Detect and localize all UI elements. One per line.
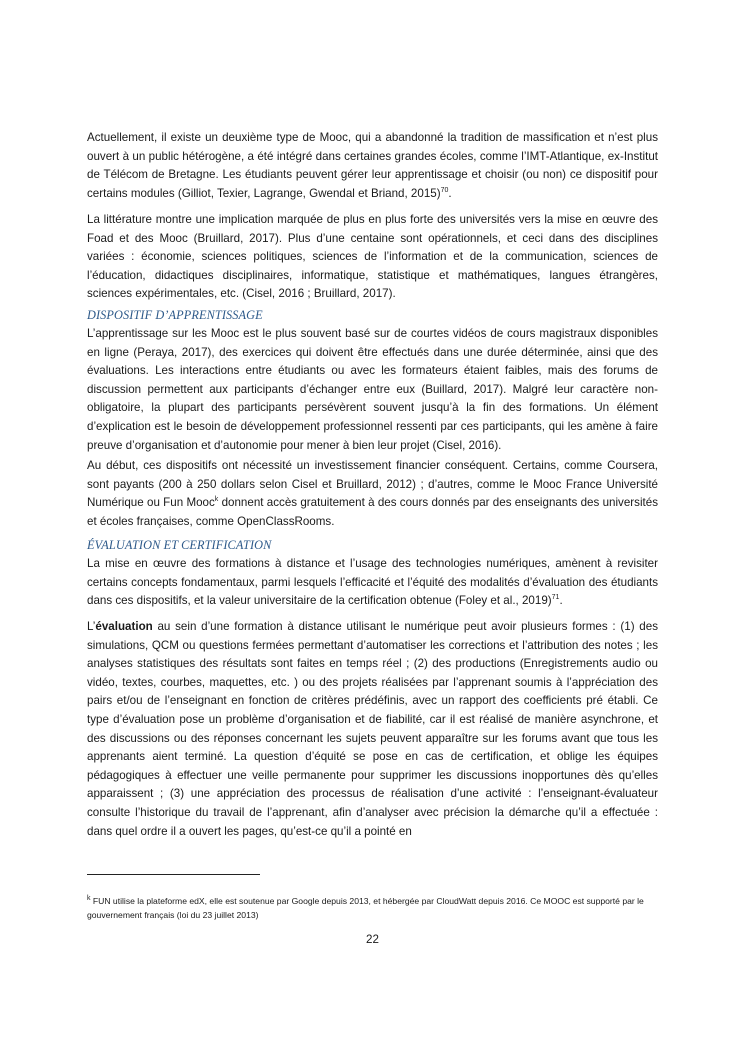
footnote-mark: k — [87, 895, 91, 903]
paragraph-funding: Au début, ces dispositifs ont nécessité un investissement financier conséquent. Certains, comme Coursera, sont payants (200 à 250 dollars selon Cisel et Bruillard, 2012) ; d’autres, comme le Mooc France Université Numérique ou Fun Mooc$^k$ donnent accès gratuitement à des cours donnés par des enseignants des universités et écoles françaises, comme OpenClassRooms. — [87, 459, 659, 528]
paragraph-evaluation-concepts: La mise en œuvre des formations à distance et l’usage des technologies numériques, amènent à revisiter certains concepts fondamentaux, parmi lesquels l’efficacité et l’équité des modalités d’évaluation des étudiants dans ces dispositifs, et la valeur universitaire de la certification obtenue (Foley et al., 2019)$^{71}$. — [87, 557, 658, 608]
heading-evaluation-certification: ÉVALUATION ET CERTIFICATION — [87, 538, 272, 552]
paragraph-universities-involvement: La littérature montre une implication marquée de plus en plus forte des universités vers la mise en œuvre des Foad et des Mooc (Bruillard, 2017). Plus d’une centaine sont opérationnels, et ceci dans des disciplines variées : économie, sciences politiques, sciences de l’information et de la communication, sciences de l’éducation, didactiques disciplinaires, informatique, statistique et mathématiques, langues étrangères, sciences expérimentales, etc. (Cisel, 2016 ; Bruillard, 2017). — [87, 213, 658, 301]
footnote-separator — [87, 874, 260, 875]
heading-dispositif-apprentissage: DISPOSITIF D’APPRENTISSAGE — [87, 308, 263, 322]
page-number: 22 — [366, 933, 379, 946]
paragraph-mooc-second-type: Actuellement, il existe un deuxième type de Mooc, qui a abandonné la tradition de massification et n’est plus ouvert à un public hétérogène, a été intégré dans certaines grandes écoles, comme l’IMT-Atlantique, ex-Institut de Télécom de Bretagne. Les étudiants peuvent gérer leur apprentissage et choisir (ou non) ce dispositif pour certains modules (Gilliot, Texier, Lagrange, Gwendal et Briand, 2015)$^{70}$. — [87, 131, 658, 200]
footnote-k: $^k$ FUN utilise la plateforme edX, elle est soutenue par Google depuis 2013, et hébergée par CloudWatt depuis 2016. Ce MOOC est supporté par le gouvernement français (loi du 23 juillet 2013) — [87, 895, 644, 920]
paragraph-learning-mooc: L’apprentissage sur les Mooc est le plus souvent basé sur de courtes vidéos de cours magistraux disponibles en ligne (Peraya, 2017), des exercices qui doivent être effectués dans une durée déterminée, ainsi que des évaluations. Les interactions entre étudiants ou avec les formateurs étaient faibles, mais des forums de discussion permettent aux participants d’échanger entre eux (Buillard, 2017). Malgré leur caractère non-obligatoire, la plupart des participants persévèrent souvent jusqu’à la fin des formations. Un élément d’explication est le besoin de développement professionnel ressenti par ces participants, qui les amène à faire preuve d’organisation et d’autonomie pour mener à bien leur projet (Cisel, 2016). — [87, 327, 658, 452]
paragraph-evaluation-forms: L’évaluation au sein d’une formation à distance utilisant le numérique peut avoir plusieurs formes : (1) des simulations, QCM ou questions fermées permettant d’automatiser les corrections et l’attribution des notes ; les analyses statistiques des résultats sont faites en temps réel ; (2) des productions (Enregistrements audio ou vidéo, textes, courbes, maquettes, etc. ) ou des projets réalisées par l’apprenant soumis à l’appréciation des pairs et/ou de l’enseignant en fonction de critères prédéfinis, avec un rapport des coefficients pré établi. Ce type d’évaluation pose un problème d’organisation et de fiabilité, car il est réalisé de manière asynchrone, et des discussions ou des réponses concernant les sujets peuvent apparaître sur les forums avant que tous les apprenants aient terminé. La question d’équité se pose en cas de certification, et oblige les équipes pédagogiques à effectuer une veille permanente pour supprimer les discussions inopportunes dès qu’elles apparaissent ; (3) une appréciation des processus de réalisation d’une activité : l’enseignant-évaluateur consulte l’historique du travail de l’apprenant, afin d’analyser avec précision la démarche qu’il a effectuée : dans quel ordre il a ouvert les pages, qu’est-ce qu’il a pointé en — [87, 620, 658, 838]
footnote-ref-71: 71 — [551, 594, 560, 602]
bold-term-evaluation: évaluation — [95, 620, 153, 633]
footnote-ref-70: 70 — [440, 186, 449, 194]
footnote-ref-k: k — [214, 496, 219, 504]
